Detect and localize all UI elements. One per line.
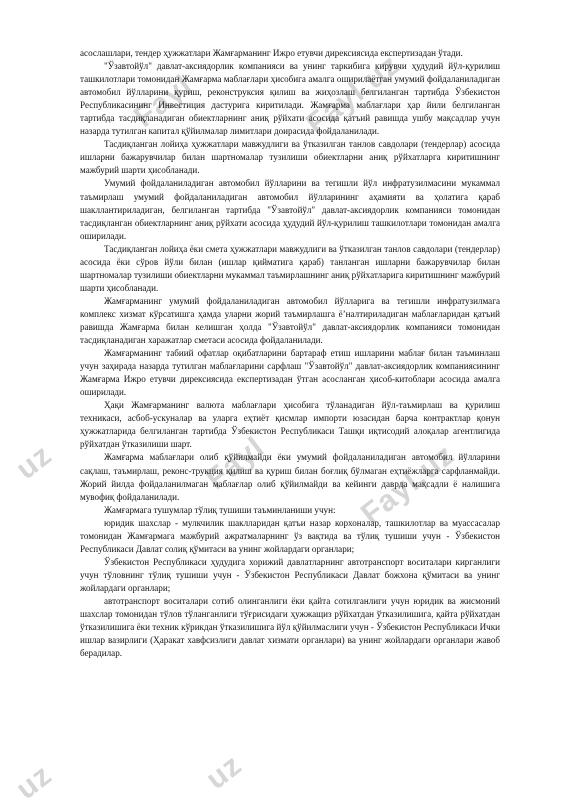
paragraph: Жамғарманинг умумий фойдаланиладиган автомобил йўлларига ва тегишли инфратузилмага комплекс хизмат кўрсатишга ҳамда уларни жорий таъмирлашга ёʼналтириладиган маблағларидан қатъий равишда Жамғарма билан келишган ҳолда "Ўзавтойўл" давлат-аксиядорлик компанияси томонидан тасдиқланадиган харажатлар сметаси асосида фойдаланилади. [80,295,500,346]
watermark-text: Fayl.uz [300,48,406,142]
paragraph: Умумий фойдаланиладиган автомобил йўлларини ва тегишли йўл инфратузилмасини мукаммал таъмирлаш умумий фойдаланиладиган автомобил йўлларининг аҳамияти ва ҳолатига қараб шакллантириладиган, белгиланган тартибда "Ўзавтойўл" давлат-аксиядорлик компанияси томонидан тасдиқланган обиектларнинг аниқ рўйхати асосида ҳудудий йўл-қурилиш ташкилотлари томонидан амалга оширилади. [80,178,500,241]
paragraph: Ҳақи Жамғарманинг валюта маблағлари ҳисобига тўланадиган йўл-таъмирлаш ва қурилиш техникаси, асбоб-ускуналар ва уларга еҳтиёт қисмлар импорти юзасидан барча контрактлар қонун ҳужжатларида белгиланган тартибда Ўзбекистон Республикаси Ташқи иқтисодий алоқалар агентлигида рўйхатдан ўтказилиши шарт. [80,400,500,450]
paragraph: Жамғармага тушумлар тўлиқ тушиши таъминланиши учун: [104,504,336,515]
watermark-text: uz [200,748,249,797]
paragraph: "Ўзавтойўл" давлат-аксиядорлик компанияси ва унинг таркибига кирувчи ҳудудий йўл-қурилиш ташкилотлари томонидан Жамғарма маблағлари ҳисобига амалга оширилаётган умумий фойдаланиладиган автомобил йўлларини қуриш, реконструксия қилиш ва жиҳозлаш белгиланган тартибда Ўзбекистон Республикасининг Инвестиция дастурига киритилади. Жамғарма маблағлари ҳар йили белгиланган тартибда тасдиқланадиган обиектларнинг аниқ рўйхати асосида қатъий равишда ушбу мақсадлар учун назарда тутилган капитал қўйилмалар лимитлари доирасида фойдаланилади. [80,61,500,137]
watermark-text: Fayl [200,430,271,497]
paragraph: асослашлари, тендер ҳужжатлари Жамғарманинг Ижро етувчи дирексиясида експертизадан ўтади. [80,48,463,58]
watermark-text: uz [10,438,59,487]
paragraph: Жамғарманинг табиий офатлар оқибатларини бартараф етиш ишларини маблағ билан таъминлаш учун заҳирада назарда тутилган маблағларини сарфлаш "Ўзавтойўл" давлат-аксиядорлик компаниясининг Жамғарма Ижро етувчи дирексиясида експертизадан ўтган асосланган ҳисоб-китоблари асосида амалга оширилади. [80,348,500,398]
paragraph: Жамғарма маблағлари олиб қўйилмайди ёки умумий фойдаланиладиган автомобил йўлларини сақлаш, таъмирлаш, реконс-трукция қилиш ва қуриш билан боғлиқ бўлмаган еҳтиёжларга сарфланмайди. Жорий йилда фойдаланилмаган маблағлар олиб қўйилмайди ва кейинги даврда мақсадли ё налишига мувофиқ фойдаланилади. [80,452,500,502]
paragraph: Тасдиқланган лойиҳа ҳужжатлари мавжудлиги ва ўтказилган танлов савдолари (тендерлар) асосида ишларни бажарувчилар билан шартномалар тузилиши обиектларни аниқ рўйхатларга киритишнинг мажбурий шарти ҳисобланади. [80,139,500,176]
paragraph: юридик шахслар - мулкчилик шаклларидан қатъи назар корхоналар, ташкилотлар ва муассасалар томонидан Жамғармага мажбурий ажратмаларнинг ўз вақтида ва тўлиқ тушиши учун - Ўзбекистон Республикаси Давлат солиқ қўмитаси ва унинг жойлардаги органлари; [80,517,500,554]
watermark-text: uz [10,758,59,807]
watermark-text: Fayl [128,68,199,135]
paragraph: автотранспорт воситалари сотиб олинганлиги ёки қайта сотилганлиги учун юридик ва жисмоний шахслар томонидан тўлов тўланганлиги тўғрисидаги ҳужжащиз рўйхатдан ўтказилишига, қайта рўйхатдан ўтказилишига ёки техник кўрикдан ўтказилишига йўл қўйилмаслиги учун - Ўзбекистон Республикаси Ички ишлар вазирлиги (Ҳаракат хавфсизлиги давлат хизмати органлари) ва унинг жойлардаги органлари жавоб берадилар. [80,595,500,659]
paragraph: Тасдиқланган лойиҳа ёки смета ҳужжатлари мавжудлиги ва ўтказилган танлов савдолари (тендерлар) асосида ёки сўров йўли билан (ишлар қийматига қараб) танланган ишларни бажарувчилар билан шартномалар тузилиши обиектларни мукаммал таъмирлашнинг аниқ рўйхатларига киритишнинг мажбурий шарти ҳисобланади. [80,243,500,293]
paragraph: Ўзбекистон Республикаси ҳудудига хорижий давлатларнинг автотранспорт воситалари кирганлиги учун тўловнинг тўлиқ тушиши учун - Ўзбекистон Республикаси Давлат божхона қўмитаси ва унинг жойлардаги органлари; [80,556,500,593]
watermark-text: Fayl.uz [355,438,461,532]
document-page [80,47,500,660]
